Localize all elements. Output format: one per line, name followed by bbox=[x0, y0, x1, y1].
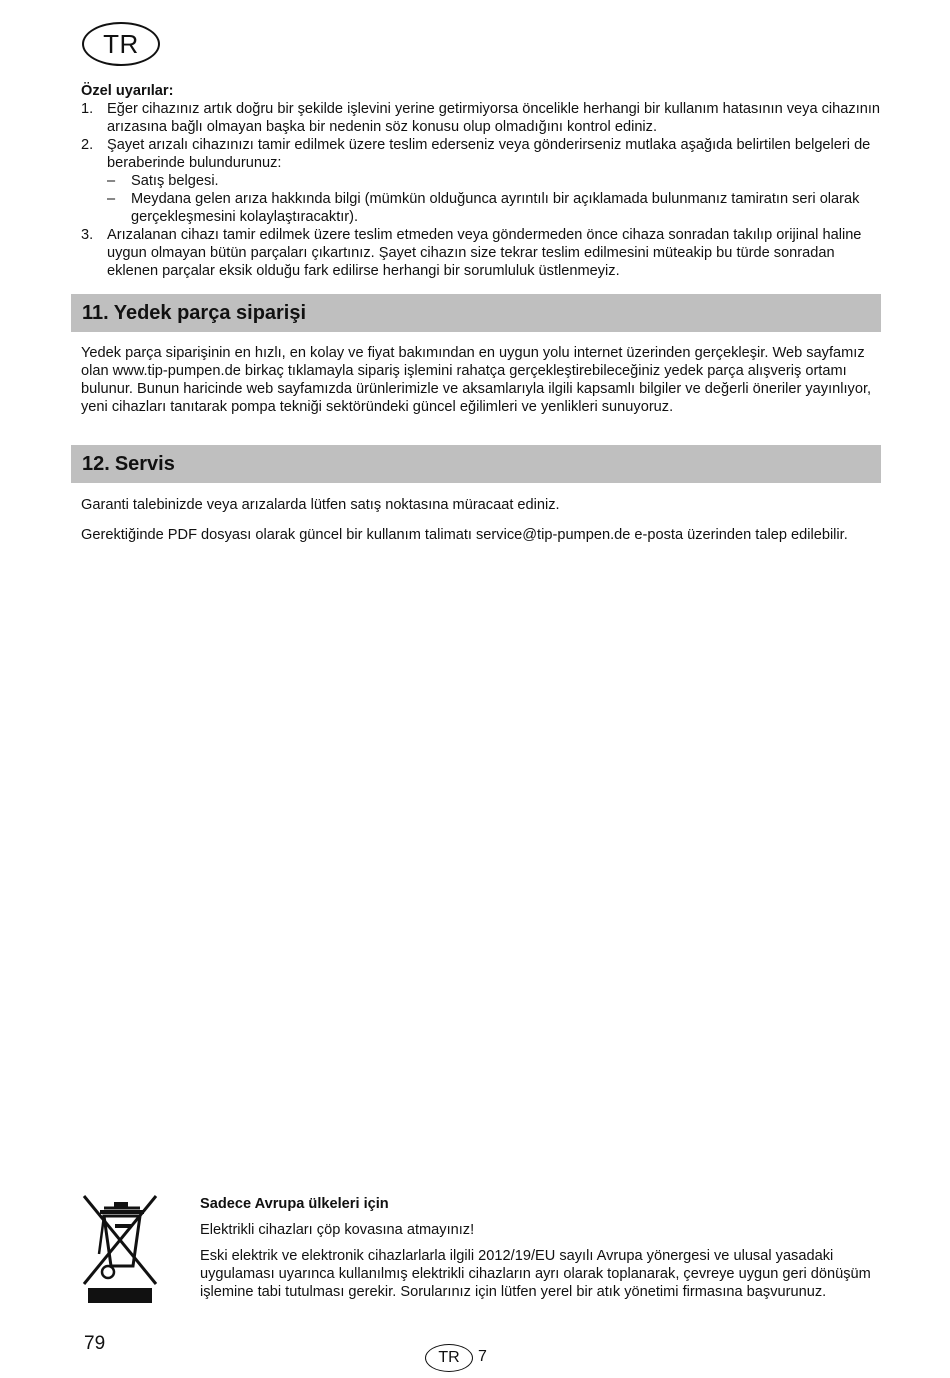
section-title: Servis bbox=[114, 453, 175, 475]
dash-bullet: – bbox=[107, 191, 116, 207]
section-page-number: 7 bbox=[478, 1348, 487, 1365]
spare-parts-paragraph: Yedek parça siparişinin en hızlı, en kolay ve fiyat bakımından en uygun yolu internet üzerinden gerçekleşir. Web sayfamız olan www.tip-pumpen.de birkaç tıklamayla sipariş işlemini rahatça gerçekleştirebileceğiniz yedek parça alışveriş ortamı bulunur. Bunun haricinde web sayfamızda ürünlerimizle ve aksamlarıyla ilgili kapsamlı bilgiler ve değerli öneriler yayınlıyor, yeni cihazları tanıtarak pompa tekniği sektöründeki güncel eğilimleri ve yenlikleri sunuyoruz. bbox=[81, 345, 872, 415]
item-text: Şayet arızalı cihazınızı tamir edilmek üzere teslim ederseniz veya gönderirseniz mutlaka aşağıda belirtilen belgeleri de beraberinde bulundurunuz: bbox=[107, 137, 871, 171]
service-paragraph-2: Gerektiğinde PDF dosyası olarak güncel bir kullanım talimatı service@tip-pumpen.de e-posta üzerinden talep edilebilir. bbox=[81, 527, 848, 543]
section-title: Yedek parça siparişi bbox=[113, 302, 307, 324]
service-paragraph-1: Garanti talebinizde veya arızalarda lütfen satış noktasına müracaat ediniz. bbox=[81, 497, 560, 513]
warning-item bbox=[81, 136, 881, 172]
warning-sub-item bbox=[81, 190, 881, 226]
special-warnings bbox=[81, 82, 881, 280]
eu-notice-body: Eski elektrik ve elektronik cihazlarlarla ilgili 2012/19/EU sayılı Avrupa yönergesi ve ulusal yasadaki uygulaması uyarınca kullanılmış elektrikli cihazların ayrı olarak toplanarak, çevreye uygun geri dönüşüm işlemine tabi tutulması gerekir. Sorularınız için lütfen yerel bir atık yönetimi firmasına başvurunuz. bbox=[200, 1248, 871, 1300]
item-text: Eğer cihazınız artık doğru bir şekilde işlevini yerine getirmiyorsa öncelikle herhangi bir kullanım hatasının veya cihazının arızasına bağlı olmayan başka bir nedenin söz konusu olup olmadığını kontrol ediniz. bbox=[107, 101, 881, 135]
item-number: 2. bbox=[81, 137, 94, 153]
section-number: 11. bbox=[82, 302, 109, 324]
page-number: 79 bbox=[84, 1333, 106, 1354]
eu-notice-warning: Elektrikli cihazları çöp kovasına atmayınız! bbox=[200, 1222, 475, 1238]
sub-item-text: Meydana gelen arıza hakkında bilgi (mümkün olduğunca ayrıntılı bir açıklamada bulunmanız tamiratın seri olarak gerçekleşmesini kolaylaştıracaktır). bbox=[131, 191, 860, 225]
footer-language-badge: TR bbox=[425, 1344, 473, 1372]
item-number: 3. bbox=[81, 227, 94, 243]
eu-disposal-notice bbox=[200, 1195, 876, 1301]
eu-notice-title: Sadece Avrupa ülkeleri için bbox=[200, 1196, 389, 1212]
warnings-title: Özel uyarılar: bbox=[81, 83, 174, 99]
warning-item bbox=[81, 226, 881, 280]
section-heading-service bbox=[71, 445, 881, 483]
item-text: Arızalanan cihazı tamir edilmek üzere teslim etmeden veya göndermeden önce cihaza sonradan takılıp orijinal haline uygun olmayan bütün parçaları çıkartınız. Şayet cihazın size tekrar teslim edilmesini müteakip bu türde sonradan eklenen parçalar eksik olduğu fark edilirse herhangi bir sorumluluk üstlenmeyiz. bbox=[107, 227, 862, 279]
crossed-out-wheelie-bin-icon bbox=[82, 1194, 158, 1306]
warning-sub-item bbox=[81, 172, 881, 190]
section-heading-spare-parts bbox=[71, 294, 881, 332]
warning-item bbox=[81, 100, 881, 136]
item-number: 1. bbox=[81, 101, 94, 117]
sub-item-text: Satış belgesi. bbox=[131, 173, 219, 189]
section-number: 12. bbox=[82, 453, 110, 475]
language-badge: TR bbox=[82, 22, 160, 66]
dash-bullet: – bbox=[107, 173, 116, 189]
